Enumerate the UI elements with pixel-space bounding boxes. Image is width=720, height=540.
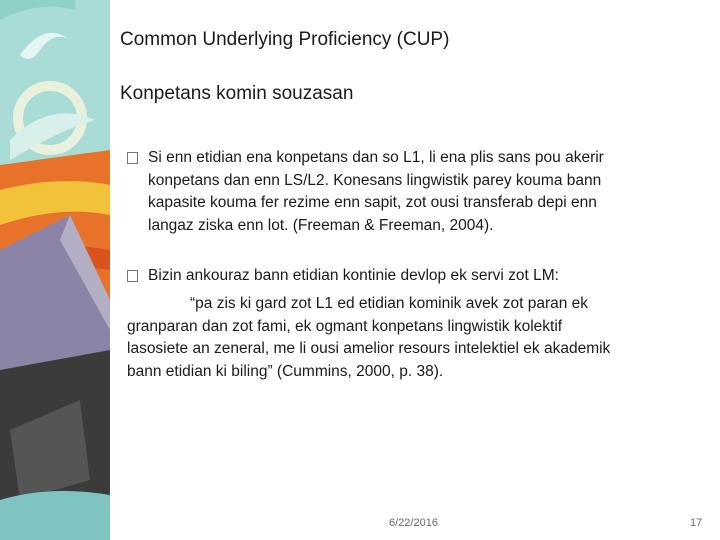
slide-number: 17 bbox=[690, 517, 703, 529]
deco-teal-bottom bbox=[0, 491, 110, 540]
quote-line: bann etidian ki biling” (Cummins, 2000, p. 38). bbox=[127, 362, 444, 380]
quote-line: lasosiete an zeneral, me li ousi amelior resours intelektiel ek akademik bbox=[127, 340, 611, 357]
bullet-marker-icon bbox=[127, 270, 138, 282]
bullet-text bbox=[148, 147, 604, 237]
quote-line: “pa zis ki gard zot L1 ed etidian kominik avek zot paran ek bbox=[190, 295, 589, 312]
bullet-line: langaz ziska enn lot. (Freeman & Freeman, 2004). bbox=[148, 216, 494, 234]
bullet-line: Si enn etidian ena konpetans dan so L1, li ena plis sans pou akerir bbox=[148, 149, 604, 166]
bullet-marker-icon bbox=[127, 152, 138, 164]
quote-line: granparan dan zot fami, ek ogmant konpetans lingwistik kolektif bbox=[127, 317, 563, 335]
quote-block bbox=[127, 293, 610, 383]
slide-title: Common Underlying Proficiency (CUP) bbox=[120, 29, 450, 50]
bullet-line: konpetans dan enn LS/L2. Konesans lingwistik parey kouma bann bbox=[148, 171, 602, 189]
decorative-side-art bbox=[0, 0, 110, 540]
footer-date: 6/22/2016 bbox=[389, 517, 438, 529]
slide-subtitle: Konpetans komin souzasan bbox=[120, 83, 354, 104]
bullet-line: kapasite kouma fer rezime enn sapit, zot ousi transferab depi enn bbox=[148, 194, 597, 211]
bullet-line: Bizin ankouraz bann etidian kontinie devlop ek servi zot LM: bbox=[148, 267, 559, 284]
bullet-text bbox=[148, 265, 559, 288]
